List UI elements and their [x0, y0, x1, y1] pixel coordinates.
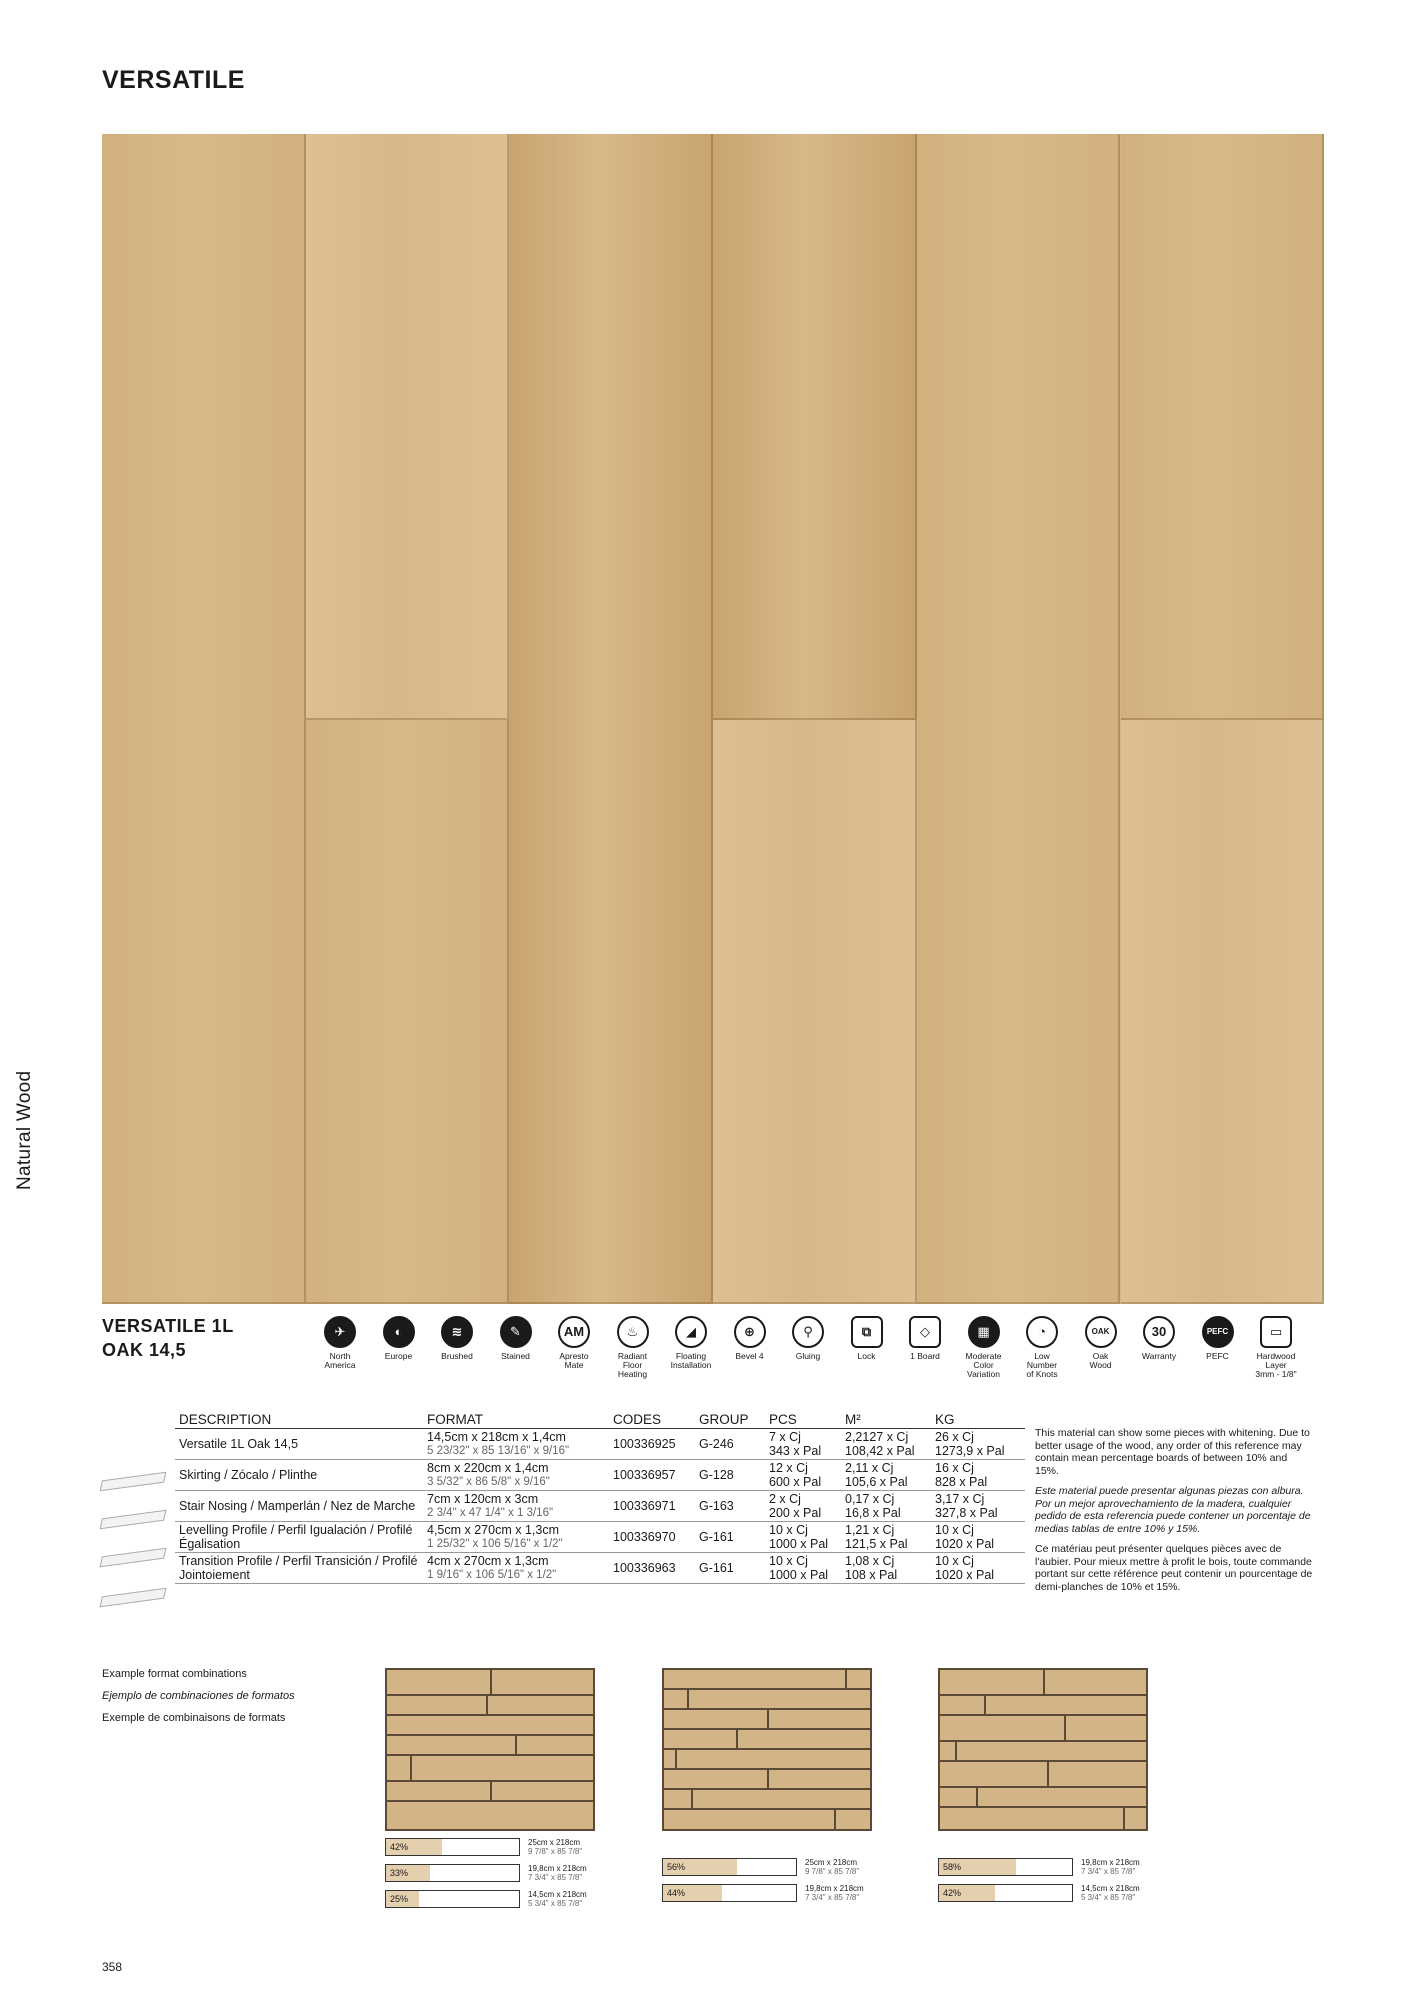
combination-row — [387, 1736, 593, 1756]
bevel-4-icon: ⊕ — [734, 1316, 766, 1348]
percentage-bar — [938, 1884, 1073, 1902]
feature-lock — [837, 1316, 897, 1361]
feature-label: Moderate Color Variation — [965, 1351, 1002, 1379]
pcs-value: 10 x Cj — [769, 1523, 808, 1537]
pcs-value: 2 x Cj — [769, 1492, 801, 1506]
m2-value: 105,6 x Pal — [845, 1475, 908, 1489]
wood-plank — [1121, 134, 1325, 720]
format-metric: 4,5cm x 270cm x 1,3cm — [427, 1523, 559, 1537]
plank-joint — [664, 1670, 847, 1688]
spec-format — [423, 1491, 609, 1522]
feature-label: Lock — [857, 1351, 876, 1361]
north-america-icon: ✈ — [324, 1316, 356, 1348]
feature-radiant-heating — [603, 1316, 663, 1379]
combination-diagram — [938, 1668, 1148, 1831]
spec-row — [175, 1429, 1025, 1460]
feature-europe — [369, 1316, 429, 1361]
kg-value: 10 x Cj — [935, 1554, 974, 1568]
page-title: VERSATILE — [102, 66, 245, 94]
plank-joint — [664, 1770, 769, 1788]
feature-label: Low Number of Knots — [1026, 1351, 1058, 1379]
m2-value: 1,21 x Cj — [845, 1523, 895, 1537]
plank-joint — [664, 1750, 677, 1768]
percentage-label: 42% — [943, 1888, 962, 1898]
spec-group: G-161 — [695, 1553, 765, 1584]
feature-floating-installation — [661, 1316, 721, 1370]
spec-kg — [931, 1522, 1025, 1553]
percentage-bar — [662, 1858, 797, 1876]
feature-moderate-color-variation — [954, 1316, 1014, 1379]
wood-plank — [306, 720, 510, 1304]
feature-stained — [486, 1316, 546, 1361]
spec-description: Stair Nosing / Mamperlán / Nez de Marche — [175, 1491, 423, 1522]
wood-plank — [713, 134, 917, 720]
pcs-value: 12 x Cj — [769, 1461, 808, 1475]
example-caption-fr: Exemple de combinaisons de formats — [102, 1712, 286, 1724]
spec-description: Transition Profile / Perfil Transición / Profilé Jointoiement — [175, 1553, 423, 1584]
feature-label: Hardwood Layer 3mm - 1/8" — [1255, 1351, 1297, 1379]
plank-joint — [940, 1788, 978, 1806]
dimension-metric: 25cm x 218cm — [528, 1838, 581, 1847]
combination-row — [664, 1790, 870, 1810]
col-pcs: PCS — [765, 1412, 841, 1429]
skirting-profile-drawing — [100, 1472, 167, 1492]
format-metric: 4cm x 270cm x 1,3cm — [427, 1554, 549, 1568]
format-metric: 7cm x 120cm x 3cm — [427, 1492, 539, 1506]
oak-wood-icon: OAK — [1085, 1316, 1117, 1348]
floating-installation-icon: ◢ — [675, 1316, 707, 1348]
m2-value: 2,2127 x Cj — [845, 1430, 909, 1444]
m2-value: 108 x Pal — [845, 1568, 898, 1582]
plank-joint — [387, 1696, 488, 1714]
spec-row — [175, 1522, 1025, 1553]
pcs-value: 200 x Pal — [769, 1506, 822, 1520]
plank-joint — [940, 1716, 1066, 1740]
combination-diagram — [385, 1668, 595, 1831]
pcs-value: 343 x Pal — [769, 1444, 822, 1458]
spec-format — [423, 1429, 609, 1460]
plank-joint — [664, 1710, 769, 1728]
feature-label: Warranty — [1141, 1351, 1177, 1361]
format-imperial: 2 3/4" x 47 1/4" x 1 3/16" — [427, 1507, 554, 1519]
pcs-value: 1000 x Pal — [769, 1537, 829, 1551]
spec-group: G-163 — [695, 1491, 765, 1522]
example-caption-es: Ejemplo de combinaciones de formatos — [102, 1690, 295, 1702]
spec-m2 — [841, 1491, 931, 1522]
kg-value: 16 x Cj — [935, 1461, 974, 1475]
feature-low-knots — [1012, 1316, 1072, 1379]
plank-joint — [664, 1690, 689, 1708]
dimension-imperial: 7 3/4" x 85 7/8" — [1081, 1866, 1136, 1876]
combination-row — [940, 1808, 1146, 1831]
spec-code: 100336957 — [609, 1460, 695, 1491]
combination-diagram — [662, 1668, 872, 1831]
combination-row — [664, 1670, 870, 1690]
plank-dimensions — [528, 1865, 587, 1882]
combination-row — [387, 1696, 593, 1716]
dimension-imperial: 9 7/8" x 85 7/8" — [528, 1846, 583, 1856]
example-combinations-caption — [102, 1663, 295, 1729]
percentage-label: 56% — [667, 1862, 686, 1872]
pcs-value: 1000 x Pal — [769, 1568, 829, 1582]
feature-label: Gluing — [795, 1351, 821, 1361]
spec-kg — [931, 1491, 1025, 1522]
europe-icon: ◐ — [383, 1316, 415, 1348]
combination-row — [940, 1670, 1146, 1696]
format-metric: 14,5cm x 218cm x 1,4cm — [427, 1430, 566, 1444]
plank-joint — [387, 1756, 412, 1780]
pcs-value: 600 x Pal — [769, 1475, 822, 1489]
feature-label: Radiant Floor Heating — [617, 1351, 648, 1379]
combination-row — [387, 1756, 593, 1782]
percentage-bar — [385, 1864, 520, 1882]
wood-plank — [917, 134, 1121, 1304]
brushed-icon: ≋ — [441, 1316, 473, 1348]
format-imperial: 1 25/32" x 106 5/16" x 1/2" — [427, 1538, 563, 1550]
percentage-bar — [662, 1884, 797, 1902]
feature-warranty — [1129, 1316, 1189, 1361]
combination-row — [387, 1670, 593, 1696]
dimension-metric: 25cm x 218cm — [805, 1858, 858, 1867]
levelling-profile-drawing — [100, 1548, 167, 1568]
kg-value: 1020 x Pal — [935, 1537, 995, 1551]
plank-dimensions — [528, 1839, 582, 1856]
spec-row — [175, 1553, 1025, 1584]
spec-pcs — [765, 1553, 841, 1584]
format-metric: 8cm x 220cm x 1,4cm — [427, 1461, 549, 1475]
plank-dimensions — [805, 1885, 864, 1902]
feature-label: North America — [324, 1351, 356, 1370]
wood-plank — [102, 134, 306, 1304]
lock-icon: ⧉ — [851, 1316, 883, 1348]
combination-row — [387, 1782, 593, 1802]
plank-joint — [664, 1810, 836, 1831]
spec-m2 — [841, 1522, 931, 1553]
spec-pcs — [765, 1460, 841, 1491]
percentage-bar — [938, 1858, 1073, 1876]
feature-icons — [310, 1316, 1310, 1396]
spec-kg — [931, 1429, 1025, 1460]
kg-value: 10 x Cj — [935, 1523, 974, 1537]
combination-row — [664, 1690, 870, 1710]
spec-m2 — [841, 1460, 931, 1491]
plank-joint — [387, 1670, 492, 1694]
feature-bevel-4 — [720, 1316, 780, 1361]
percentage-label: 25% — [390, 1894, 409, 1904]
percentage-bar — [385, 1890, 520, 1908]
feature-label: 1 Board — [910, 1351, 940, 1361]
feature-label: Oak Wood — [1089, 1351, 1112, 1370]
combination-row — [387, 1716, 593, 1736]
pefc-icon: PEFC — [1202, 1316, 1234, 1348]
col-m2: M² — [841, 1412, 931, 1429]
example-caption-en: Example format combinations — [102, 1668, 247, 1680]
note-english: This material can show some pieces with whitening. Due to better usage of the wood, any order of this reference may contain mean percentage boards of between 10% and 15%. — [1035, 1427, 1310, 1477]
percentage-label: 33% — [390, 1868, 409, 1878]
feature-label: Apresto Mate — [559, 1351, 589, 1370]
feature-label: Brushed — [441, 1351, 473, 1361]
one-board-icon: ◇ — [909, 1316, 941, 1348]
dimension-imperial: 9 7/8" x 85 7/8" — [805, 1866, 860, 1876]
plank-joint — [940, 1808, 1125, 1831]
dimension-imperial: 7 3/4" x 85 7/8" — [528, 1872, 583, 1882]
note-spanish: Este material puede presentar algunas piezas con albura. Por un mejor aprovechamiento de la madera, cualquier pedido de esta referencia puede contener un porcentaje de medias tablas de entre 10% y 15%. — [1035, 1485, 1311, 1535]
spec-pcs — [765, 1522, 841, 1553]
feature-label: Bevel 4 — [735, 1351, 764, 1361]
percentage-label: 58% — [943, 1862, 962, 1872]
spec-table — [175, 1412, 1025, 1584]
percentage-label: 44% — [667, 1888, 686, 1898]
spec-pcs — [765, 1491, 841, 1522]
col-format: FORMAT — [423, 1412, 609, 1429]
combination-row — [387, 1802, 593, 1831]
spec-code: 100336970 — [609, 1522, 695, 1553]
spec-row — [175, 1491, 1025, 1522]
kg-value: 327,8 x Pal — [935, 1506, 998, 1520]
col-group: GROUP — [695, 1412, 765, 1429]
spec-m2 — [841, 1553, 931, 1584]
spec-format — [423, 1553, 609, 1584]
kg-value: 828 x Pal — [935, 1475, 988, 1489]
stair-nosing-profile-drawing — [100, 1510, 167, 1530]
feature-north-america — [310, 1316, 370, 1370]
kg-value: 1020 x Pal — [935, 1568, 995, 1582]
wood-plank — [509, 134, 713, 1304]
dimension-metric: 19,8cm x 218cm — [805, 1884, 864, 1893]
page-number: 358 — [102, 1960, 123, 1974]
format-imperial: 1 9/16" x 106 5/16" x 1/2" — [427, 1569, 557, 1581]
side-section-label: Natural Wood — [14, 1070, 35, 1190]
plank-dimensions — [1081, 1885, 1140, 1902]
moderate-color-variation-icon: ▦ — [968, 1316, 1000, 1348]
plank-joint — [664, 1790, 693, 1808]
m2-value: 16,8 x Pal — [845, 1506, 901, 1520]
kg-value: 1273,9 x Pal — [935, 1444, 1005, 1458]
plank-joint — [664, 1730, 738, 1748]
spec-group: G-161 — [695, 1522, 765, 1553]
spec-m2 — [841, 1429, 931, 1460]
feature-apresto-mate — [544, 1316, 604, 1370]
combination-row — [664, 1730, 870, 1750]
m2-value: 121,5 x Pal — [845, 1537, 908, 1551]
pcs-value: 7 x Cj — [769, 1430, 801, 1444]
percentage-bar — [385, 1838, 520, 1856]
radiant-heating-icon: ♨ — [617, 1316, 649, 1348]
warranty-icon: 30 — [1143, 1316, 1175, 1348]
spec-format — [423, 1460, 609, 1491]
dimension-metric: 19,8cm x 218cm — [1081, 1858, 1140, 1867]
plank-joint — [940, 1696, 986, 1714]
dimension-imperial: 5 3/4" x 85 7/8" — [1081, 1892, 1136, 1902]
feature-pefc — [1188, 1316, 1248, 1361]
kg-value: 3,17 x Cj — [935, 1492, 985, 1506]
m2-value: 0,17 x Cj — [845, 1492, 895, 1506]
plank-dimensions — [805, 1859, 859, 1876]
spec-description: Skirting / Zócalo / Plinthe — [175, 1460, 423, 1491]
feature-brushed — [427, 1316, 487, 1361]
combination-row — [664, 1710, 870, 1730]
spec-description: Versatile 1L Oak 14,5 — [175, 1429, 423, 1460]
combination-row — [940, 1696, 1146, 1716]
col-kg: KG — [931, 1412, 1025, 1429]
dimension-metric: 19,8cm x 218cm — [528, 1864, 587, 1873]
stained-icon: ✎ — [500, 1316, 532, 1348]
material-notes — [1035, 1427, 1313, 1601]
plank-joint — [940, 1670, 1045, 1694]
m2-value: 2,11 x Cj — [845, 1461, 894, 1475]
format-imperial: 5 23/32" x 85 13/16" x 9/16" — [427, 1445, 570, 1457]
wood-plank — [306, 134, 510, 720]
spec-row — [175, 1460, 1025, 1491]
low-knots-icon: ◔ — [1026, 1316, 1058, 1348]
col-codes: CODES — [609, 1412, 695, 1429]
dimension-imperial: 7 3/4" x 85 7/8" — [805, 1892, 860, 1902]
kg-value: 26 x Cj — [935, 1430, 974, 1444]
m2-value: 108,42 x Pal — [845, 1444, 915, 1458]
spec-group: G-246 — [695, 1429, 765, 1460]
feature-hardwood-layer — [1246, 1316, 1306, 1379]
product-name-line1: VERSATILE 1L — [102, 1316, 234, 1336]
combination-row — [664, 1750, 870, 1770]
gluing-icon: ⚲ — [792, 1316, 824, 1348]
hardwood-layer-icon: ▭ — [1260, 1316, 1292, 1348]
dimension-metric: 14,5cm x 218cm — [528, 1890, 587, 1899]
col-description: DESCRIPTION — [175, 1412, 423, 1429]
dimension-metric: 14,5cm x 218cm — [1081, 1884, 1140, 1893]
spec-group: G-128 — [695, 1460, 765, 1491]
spec-description: Levelling Profile / Perfil Igualación / Profilé Égalisation — [175, 1522, 423, 1553]
wood-plank — [1121, 720, 1325, 1304]
apresto-mate-icon: AM — [558, 1316, 590, 1348]
feature-oak-wood — [1071, 1316, 1131, 1370]
plank-joint — [940, 1762, 1049, 1786]
percentage-label: 42% — [390, 1842, 409, 1852]
wood-floor-photo — [102, 134, 1324, 1304]
format-imperial: 3 5/32" x 86 5/8" x 9/16" — [427, 1476, 550, 1488]
plank-joint — [387, 1782, 492, 1800]
spec-table-header — [175, 1412, 1025, 1429]
feature-label: PEFC — [1206, 1351, 1229, 1361]
plank-dimensions — [1081, 1859, 1140, 1876]
pcs-value: 10 x Cj — [769, 1554, 808, 1568]
spec-kg — [931, 1553, 1025, 1584]
spec-code: 100336925 — [609, 1429, 695, 1460]
feature-label: Europe — [384, 1351, 413, 1361]
spec-kg — [931, 1460, 1025, 1491]
m2-value: 1,08 x Cj — [845, 1554, 895, 1568]
dimension-imperial: 5 3/4" x 85 7/8" — [528, 1898, 583, 1908]
combination-row — [940, 1716, 1146, 1742]
spec-pcs — [765, 1429, 841, 1460]
combination-row — [664, 1770, 870, 1790]
combination-row — [940, 1762, 1146, 1788]
plank-joint — [940, 1742, 957, 1760]
product-name-line2: OAK 14,5 — [102, 1340, 187, 1360]
combination-row — [940, 1788, 1146, 1808]
spec-format — [423, 1522, 609, 1553]
combination-row — [940, 1742, 1146, 1762]
combination-row — [664, 1810, 870, 1831]
wood-plank — [713, 720, 917, 1304]
note-french: Ce matériau peut présenter quelques pièces avec de l'aubier. Pour mieux mettre à profit le bois, toute commande portant sur cette référence peut contenir un pourcentage de demi-planches de 10% et 15%. — [1035, 1543, 1313, 1593]
product-name — [102, 1314, 234, 1362]
feature-label: Floating Installation — [670, 1351, 712, 1370]
transition-profile-drawing — [100, 1588, 167, 1608]
plank-dimensions — [528, 1891, 587, 1908]
spec-code: 100336963 — [609, 1553, 695, 1584]
plank-joint — [387, 1736, 517, 1754]
feature-label: Stained — [501, 1351, 530, 1361]
feature-one-board — [895, 1316, 955, 1361]
spec-code: 100336971 — [609, 1491, 695, 1522]
feature-gluing — [778, 1316, 838, 1361]
